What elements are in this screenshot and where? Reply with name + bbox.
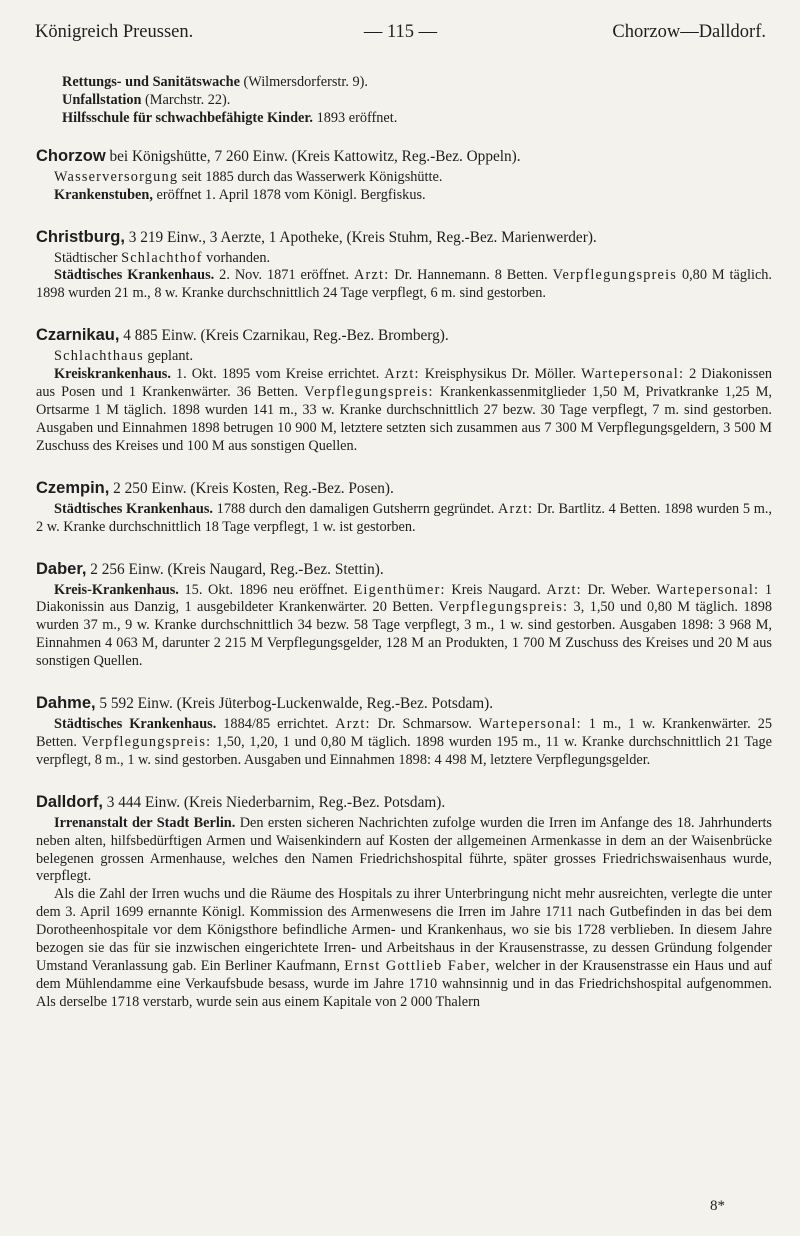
entry-para: Kreiskrankenhaus. 1. Okt. 1895 vom Kreise errichtet. Arzt: Kreisphysikus Dr. Möller. Wartepersonal: 2 Diakonissen aus Posen und 1 Krankenwärter. 36 Betten. Verpflegungspreis: Krankenkassenmitglieder 1,50 M, Privatkranke 1,25 M, Ortsarme 1 M täglich. 1898 wurden 141 m., 33 w. Kranke durchschnittlich 27 bezw. 30 Tage verpflegt, 7 m. sind gestorben. Ausgaben und Einnahmen 1898 betrugen 10 900 M, letztere setzten sich zusammen aus 7 300 M Verpflegungsgeldern, 3 500 M Zuschuss des Kreises und 100 M aus sonstigen Quellen.	[36, 366, 773, 454]
header-left: Königreich Preussen.	[35, 22, 194, 42]
entry-para: Wasserversorgung seit 1885 durch das Wasserwerk Königshütte.	[54, 168, 443, 185]
entry-heading: Chorzow bei Königshütte, 7 260 Einw. (Kreis Kattowitz, Reg.-Bez. Oppeln).	[36, 146, 521, 165]
header-right: Chorzow—Dalldorf.	[612, 22, 766, 42]
entry-dahme	[36, 693, 772, 770]
page-number: — 115 —	[363, 22, 438, 42]
page-body	[36, 74, 773, 1012]
entry-para: Als die Zahl der Irren wuchs und die Räume des Hospitals zu ihrer Unterbringung nicht mehr ausreichten, verlegte die unter dem 3. April 1699 ernannte Königl. Kommission des Armenwesens die Irren im Jahre 1711 nach Gutbefinden in das bei dem Dorotheenhospitale vor dem Königsthore befindliche Armen- und Krankenhaus, wo sie bis 1728 verblieben. In diesem Jahre bezogen sie das für sie inzwischen eingerichtete Irren- und Arbeitshaus in der Krausenstrasse, zu dessen Gründung folgender Umstand Veranlassung gab. Ein Berliner Kaufmann, Ernst Gottlieb Faber, welcher in der Krausenstrasse ein Haus und auf dem Mühlendamme eine Verkaufsbude besass, wurde im Jahre 1710 wahnsinnig und in das Friedrichshospital aufgenommen. Als derselbe 1718 verstarb, wurde sein aus einem Kapitale von 2 000 Thalern	[36, 886, 773, 1010]
entry-para: Krankenstuben, eröffnet 1. April 1878 vom Königl. Bergfiskus.	[54, 186, 426, 203]
entry-para: Irrenanstalt der Stadt Berlin. Den ersten sicheren Nachrichten zufolge wurden die Irren im Anfange des 18. Jahrhunderts neben alten, hilfsbedürftigen Armen und Waisenkindern auf Kosten der allgemeinen Armenkasse in dem an der Waisenbrücke belegenen grossen Armenhause, welches den Namen Friedrichshospital führte, später grosses Friedrichswaisenhaus wurde, verpflegt.	[36, 814, 772, 885]
entry-para: Schlachthaus geplant.	[54, 348, 194, 365]
entry-heading: Daber, 2 256 Einw. (Kreis Naugard, Reg.-Bez. Stettin).	[36, 559, 384, 578]
entry-para: Kreis-Krankenhaus. 15. Okt. 1896 neu eröffnet. Eigenthümer: Kreis Naugard. Arzt: Dr. Weber. Wartepersonal: 1 Diakonissin aus Danzig, 1 ausgebildeter Krankenwärter. 20 Betten. Verpflegungspreis: 3, 1,50 und 0,80 M täglich. 1898 wurden 37 m., 9 w. Kranke durchschnittlich 34 bezw. 58 Tage verpflegt, 3 m., 1 w. sind gestorben. Ausgaben 1898: 3 968 M, Einnahmen 4 063 M, darunter 2 215 M Verpflegungsgelder, 128 M an Produkten, 1 700 M Zuschuss des Kreises und 20 M aus sonstigen Quellen.	[36, 581, 772, 670]
intro-line-3: Hilfsschule für schwachbefähigte Kinder. 1893 eröffnet.	[62, 109, 398, 126]
entry-heading: Dalldorf, 3 444 Einw. (Kreis Niederbarnim, Reg.-Bez. Potsdam).	[36, 792, 446, 811]
signature-mark: 8*	[710, 1198, 725, 1214]
entry-chorzow	[36, 146, 772, 205]
entry-czarnikau	[36, 325, 772, 455]
entry-dalldorf	[36, 792, 772, 1012]
running-header	[35, 22, 766, 43]
intro-line-1: Rettungs- und Sanitätswache (Wilmersdorferstr. 9).	[62, 74, 369, 90]
entry-heading: Czarnikau, 4 885 Einw. (Kreis Czarnikau, Reg.-Bez. Bromberg).	[36, 326, 449, 345]
entry-czempin	[36, 478, 772, 537]
entry-christburg	[36, 227, 772, 304]
intro-line-2: Unfallstation (Marchstr. 22).	[62, 91, 231, 108]
entry-para: Städtisches Krankenhaus. 1788 durch den damaligen Gutsherrn gegründet. Arzt: Dr. Bartlitz. 4 Betten. 1898 wurden 5 m., 2 w. Kranke durchschnittlich 18 Tage verpflegt, 1 w. ist gestorben.	[36, 500, 772, 535]
entry-heading: Dahme, 5 592 Einw. (Kreis Jüterbog-Luckenwalde, Reg.-Bez. Potsdam).	[36, 694, 494, 713]
entry-para: Städtisches Krankenhaus. 1884/85 errichtet. Arzt: Dr. Schmarsow. Wartepersonal: 1 m., 1 w. Krankenwärter. 25 Betten. Verpflegungspreis: 1,50, 1,20, 1 und 0,80 M täglich. 1898 wurden 195 m., 11 w. Kranke durchschnittlich 21 Tage verpflegt, 8 m., 1 w. sind gestorben. Ausgaben und Einnahmen 1898: 4 498 M, letztere Verpflegungsgelder.	[36, 716, 773, 768]
entry-daber	[36, 559, 772, 672]
entry-heading: Czempin, 2 250 Einw. (Kreis Kosten, Reg.-Bez. Posen).	[36, 478, 394, 497]
entry-heading: Christburg, 3 219 Einw., 3 Aerzte, 1 Apotheke, (Kreis Stuhm, Reg.-Bez. Marienwerder).	[36, 227, 597, 246]
entry-para: Städtisches Krankenhaus. 2. Nov. 1871 eröffnet. Arzt: Dr. Hannemann. 8 Betten. Verpflegungspreis 0,80 M täglich. 1898 wurden 21 m., 8 w. Kranke durchschnittlich 24 Tage verpflegt, 6 m. sind gestorben.	[36, 267, 773, 302]
entry-para: Städtischer Schlachthof vorhanden.	[54, 249, 271, 266]
